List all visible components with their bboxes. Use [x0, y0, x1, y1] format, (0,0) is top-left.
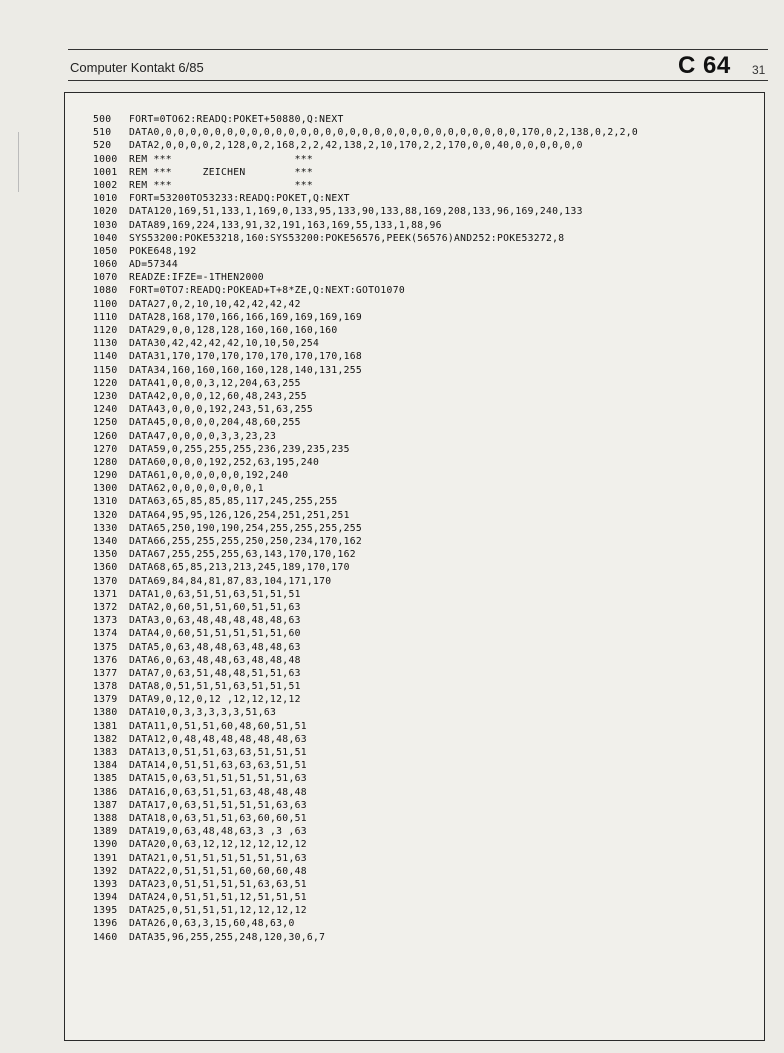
- line-number: 1360: [93, 562, 118, 574]
- listing-line: [93, 641, 763, 654]
- line-code: DATA25,0,51,51,51,12,12,12,12: [129, 905, 307, 917]
- line-code: DATA68,65,85,213,213,245,189,170,170: [129, 562, 350, 574]
- listing-line: [93, 126, 763, 139]
- line-number: 1230: [93, 390, 118, 402]
- line-number: 1250: [93, 417, 118, 429]
- listing-line: [93, 364, 763, 377]
- line-code: DATA60,0,0,0,192,252,63,195,240: [129, 456, 320, 468]
- line-number: 1372: [93, 601, 118, 613]
- listing-line: [93, 284, 763, 297]
- listing-line: [93, 838, 763, 851]
- listing-line: [93, 548, 763, 561]
- listing-line: [93, 258, 763, 271]
- line-code: DATA8,0,51,51,51,63,51,51,51: [129, 681, 301, 693]
- line-number: 1001: [93, 166, 118, 178]
- line-code: DATA30,42,42,42,42,10,10,50,254: [129, 338, 320, 350]
- line-number: 1040: [93, 232, 118, 244]
- line-code: DATA7,0,63,51,48,48,51,51,63: [129, 667, 301, 679]
- line-number: 1150: [93, 364, 118, 376]
- line-code: DATA11,0,51,51,60,48,60,51,51: [129, 720, 307, 732]
- line-number: 1120: [93, 325, 118, 336]
- listing-line: [93, 667, 763, 680]
- line-code: DATA2,0,60,51,51,60,51,51,63: [129, 601, 301, 613]
- listing-line: [93, 153, 763, 166]
- line-number: 1140: [93, 351, 118, 363]
- listing-line: [93, 443, 763, 456]
- line-code: DATA27,0,2,10,10,42,42,42,42: [129, 298, 301, 310]
- line-code: DATA16,0,63,51,51,63,48,48,48: [129, 786, 307, 798]
- line-number: 1385: [93, 773, 118, 785]
- line-code: DATA0,0,0,0,0,0,0,0,0,0,0,0,0,0,0,0,0,0,0,0,0,0,0,0,0,0,0,0,0,0,170,0,2,138,0,2,2,0: [129, 127, 638, 139]
- line-number: 1390: [93, 839, 118, 851]
- listing-line: [93, 931, 763, 944]
- listing-line: [93, 627, 763, 640]
- line-number: 1002: [93, 179, 118, 191]
- line-code: DATA47,0,0,0,0,3,3,23,23: [129, 430, 277, 442]
- listing-line: [93, 522, 763, 535]
- line-code: DATA59,0,255,255,255,236,239,235,235: [129, 443, 350, 455]
- line-code: DATA9,0,12,0,12 ,12,12,12,12: [129, 694, 301, 706]
- listing-line: [93, 403, 763, 416]
- line-code: DATA4,0,60,51,51,51,51,51,60: [129, 628, 301, 640]
- listing-line: [93, 601, 763, 614]
- line-number: 1375: [93, 641, 118, 653]
- line-number: 500: [93, 114, 112, 125]
- line-number: 1070: [93, 272, 118, 284]
- listing-line: [93, 416, 763, 429]
- line-code: DATA3,0,63,48,48,48,48,48,63: [129, 615, 301, 627]
- line-number: 1020: [93, 206, 118, 218]
- listing-line: [93, 469, 763, 482]
- line-number: 1340: [93, 536, 118, 547]
- line-code: DATA22,0,51,51,51,60,60,60,48: [129, 865, 307, 877]
- listing-line: [93, 205, 763, 218]
- line-number: 1130: [93, 338, 118, 350]
- listing-line: [93, 509, 763, 522]
- line-code: DATA89,169,224,133,91,32,191,163,169,55,133,1,88,96: [129, 219, 442, 231]
- listing-line: [93, 733, 763, 746]
- line-number: 1378: [93, 681, 118, 693]
- line-number: 1060: [93, 259, 118, 271]
- line-code: DATA14,0,51,51,63,63,63,51,51: [129, 760, 307, 772]
- line-number: 1393: [93, 878, 118, 890]
- line-number: 1310: [93, 496, 118, 508]
- line-number: 1374: [93, 628, 118, 640]
- line-code: DATA61,0,0,0,0,0,0,192,240: [129, 470, 289, 482]
- line-code: DATA13,0,51,51,63,63,51,51,51: [129, 747, 307, 758]
- line-code: FORT=0TO7:READQ:POKEAD+T+8*ZE,Q:NEXT:GOTO1070: [129, 285, 405, 297]
- line-number: 1000: [93, 153, 118, 165]
- line-number: 1383: [93, 747, 118, 758]
- line-number: 1373: [93, 615, 118, 627]
- line-number: 1376: [93, 654, 118, 666]
- listing-line: [93, 495, 763, 508]
- listing-line: [93, 166, 763, 179]
- line-code: READZE:IFZE=-1THEN2000: [129, 272, 264, 284]
- line-code: DATA64,95,95,126,126,254,251,251,251: [129, 509, 350, 521]
- listing-line: [93, 430, 763, 443]
- line-number: 1300: [93, 483, 118, 495]
- listing-line: [93, 799, 763, 812]
- line-number: 510: [93, 127, 112, 139]
- listing-line: [93, 482, 763, 495]
- listing-line: [93, 113, 763, 126]
- line-code: DATA67,255,255,255,63,143,170,170,162: [129, 549, 356, 561]
- line-code: DATA63,65,85,85,85,117,245,255,255: [129, 496, 338, 508]
- listing-line: [93, 772, 763, 785]
- listing-line: [93, 812, 763, 825]
- listing-line: [93, 680, 763, 693]
- listing-line: [93, 825, 763, 838]
- section-brand: C 64: [678, 52, 731, 79]
- listing-line: [93, 917, 763, 930]
- listing-line: [93, 575, 763, 588]
- line-number: 1387: [93, 799, 118, 811]
- line-number: 1396: [93, 918, 118, 930]
- line-code: DATA2,0,0,0,0,2,128,0,2,168,2,2,42,138,2,10,170,2,2,170,0,0,40,0,0,0,0,0,0: [129, 140, 583, 152]
- line-code: DATA65,250,190,190,254,255,255,255,255: [129, 522, 363, 534]
- magazine-issue: Computer Kontakt 6/85: [70, 60, 204, 75]
- line-number: 1100: [93, 298, 118, 310]
- line-code: DATA26,0,63,3,15,60,48,63,0: [129, 918, 295, 930]
- line-number: 1050: [93, 245, 118, 257]
- line-number: 1380: [93, 707, 118, 719]
- listing-line: [93, 852, 763, 865]
- listing-line: [93, 878, 763, 891]
- line-code: DATA28,168,170,166,166,169,169,169,169: [129, 311, 363, 323]
- page-number: 31: [752, 63, 766, 77]
- line-code: REM *** ZEICHEN ***: [129, 166, 313, 178]
- line-number: 1280: [93, 456, 118, 468]
- line-number: 520: [93, 140, 112, 152]
- line-code: AD=57344: [129, 259, 179, 271]
- line-code: DATA17,0,63,51,51,51,51,63,63: [129, 799, 307, 811]
- line-number: 1220: [93, 377, 118, 389]
- line-code: DATA43,0,0,0,192,243,51,63,255: [129, 404, 313, 416]
- line-number: 1377: [93, 667, 118, 679]
- listing-line: [93, 377, 763, 390]
- line-code: DATA69,84,84,81,87,83,104,171,170: [129, 575, 332, 587]
- line-number: 1386: [93, 786, 118, 798]
- line-number: 1270: [93, 443, 118, 455]
- listing-line: [93, 271, 763, 284]
- listing-line: [93, 245, 763, 258]
- line-code: DATA62,0,0,0,0,0,0,0,1: [129, 483, 264, 495]
- listing-line: [93, 298, 763, 311]
- line-number: 1240: [93, 404, 118, 416]
- line-number: 1010: [93, 193, 118, 205]
- line-number: 1110: [93, 311, 118, 323]
- listing-line: [93, 561, 763, 574]
- line-number: 1379: [93, 694, 118, 706]
- basic-listing: [93, 113, 763, 944]
- line-number: 1080: [93, 285, 118, 297]
- listing-line: [93, 720, 763, 733]
- line-code: SYS53200:POKE53218,160:SYS53200:POKE56576,PEEK(56576)AND252:POKE53272,8: [129, 232, 565, 244]
- line-code: DATA120,169,51,133,1,169,0,133,95,133,90,133,88,169,208,133,96,169,240,133: [129, 206, 583, 218]
- line-number: 1290: [93, 470, 118, 482]
- line-code: DATA21,0,51,51,51,51,51,51,63: [129, 852, 307, 864]
- line-code: DATA31,170,170,170,170,170,170,170,168: [129, 351, 363, 363]
- line-number: 1350: [93, 549, 118, 561]
- line-code: DATA18,0,63,51,51,63,60,60,51: [129, 812, 307, 824]
- line-number: 1388: [93, 812, 118, 824]
- listing-line: [93, 337, 763, 350]
- line-code: DATA34,160,160,160,160,128,140,131,255: [129, 364, 363, 376]
- line-number: 1394: [93, 892, 118, 904]
- line-code: DATA23,0,51,51,51,51,63,63,51: [129, 878, 307, 890]
- line-number: 1381: [93, 720, 118, 732]
- line-code: POKE648,192: [129, 245, 197, 257]
- listing-line: [93, 456, 763, 469]
- line-number: 1391: [93, 852, 118, 864]
- listing-line: [93, 786, 763, 799]
- line-number: 1260: [93, 430, 118, 442]
- listing-line: [93, 654, 763, 667]
- line-code: DATA45,0,0,0,0,204,48,60,255: [129, 417, 301, 429]
- line-code: DATA1,0,63,51,51,63,51,51,51: [129, 588, 301, 600]
- line-code: DATA41,0,0,0,3,12,204,63,255: [129, 377, 301, 389]
- line-code: DATA15,0,63,51,51,51,51,51,63: [129, 773, 307, 785]
- line-code: DATA42,0,0,0,12,60,48,243,255: [129, 390, 307, 402]
- line-number: 1371: [93, 588, 118, 600]
- listing-line: [93, 179, 763, 192]
- line-code: REM *** ***: [129, 153, 313, 165]
- header-rule: [68, 80, 768, 81]
- line-code: FORT=0TO62:READQ:POKET+50880,Q:NEXT: [129, 114, 344, 125]
- listing-line: [93, 192, 763, 205]
- line-number: 1030: [93, 219, 118, 231]
- line-number: 1395: [93, 905, 118, 917]
- line-number: 1320: [93, 509, 118, 521]
- listing-line: [93, 891, 763, 904]
- listing-line: [93, 139, 763, 152]
- line-code: DATA24,0,51,51,51,12,51,51,51: [129, 892, 307, 904]
- listing-line: [93, 535, 763, 548]
- line-number: 1370: [93, 575, 118, 587]
- listing-line: [93, 865, 763, 878]
- listing-line: [93, 232, 763, 245]
- line-code: DATA66,255,255,255,250,250,234,170,162: [129, 536, 363, 547]
- listing-line: [93, 759, 763, 772]
- listing-line: [93, 746, 763, 759]
- line-code: DATA19,0,63,48,48,63,3 ,3 ,63: [129, 826, 307, 838]
- listing-line: [93, 614, 763, 627]
- listing-line: [93, 706, 763, 719]
- line-code: DATA12,0,48,48,48,48,48,48,63: [129, 733, 307, 745]
- listing-line: [93, 588, 763, 601]
- line-code: FORT=53200TO53233:READQ:POKET,Q:NEXT: [129, 193, 350, 205]
- line-code: DATA10,0,3,3,3,3,3,51,63: [129, 707, 277, 719]
- listing-line: [93, 324, 763, 337]
- line-code: DATA5,0,63,48,48,63,48,48,63: [129, 641, 301, 653]
- line-number: 1389: [93, 826, 118, 838]
- listing-line: [93, 693, 763, 706]
- line-number: 1384: [93, 760, 118, 772]
- line-code: REM *** ***: [129, 179, 313, 191]
- line-code: DATA29,0,0,128,128,160,160,160,160: [129, 325, 338, 336]
- line-number: 1330: [93, 522, 118, 534]
- line-code: DATA6,0,63,48,48,63,48,48,48: [129, 654, 301, 666]
- listing-line: [93, 219, 763, 232]
- listing-line: [93, 311, 763, 324]
- line-code: DATA35,96,255,255,248,120,30,6,7: [129, 931, 326, 943]
- listing-line: [93, 350, 763, 363]
- line-number: 1392: [93, 865, 118, 877]
- line-code: DATA20,0,63,12,12,12,12,12,12: [129, 839, 307, 851]
- margin-mark: [18, 132, 19, 192]
- top-rule: [68, 49, 768, 50]
- listing-line: [93, 390, 763, 403]
- line-number: 1382: [93, 733, 118, 745]
- listing-line: [93, 904, 763, 917]
- line-number: 1460: [93, 931, 118, 943]
